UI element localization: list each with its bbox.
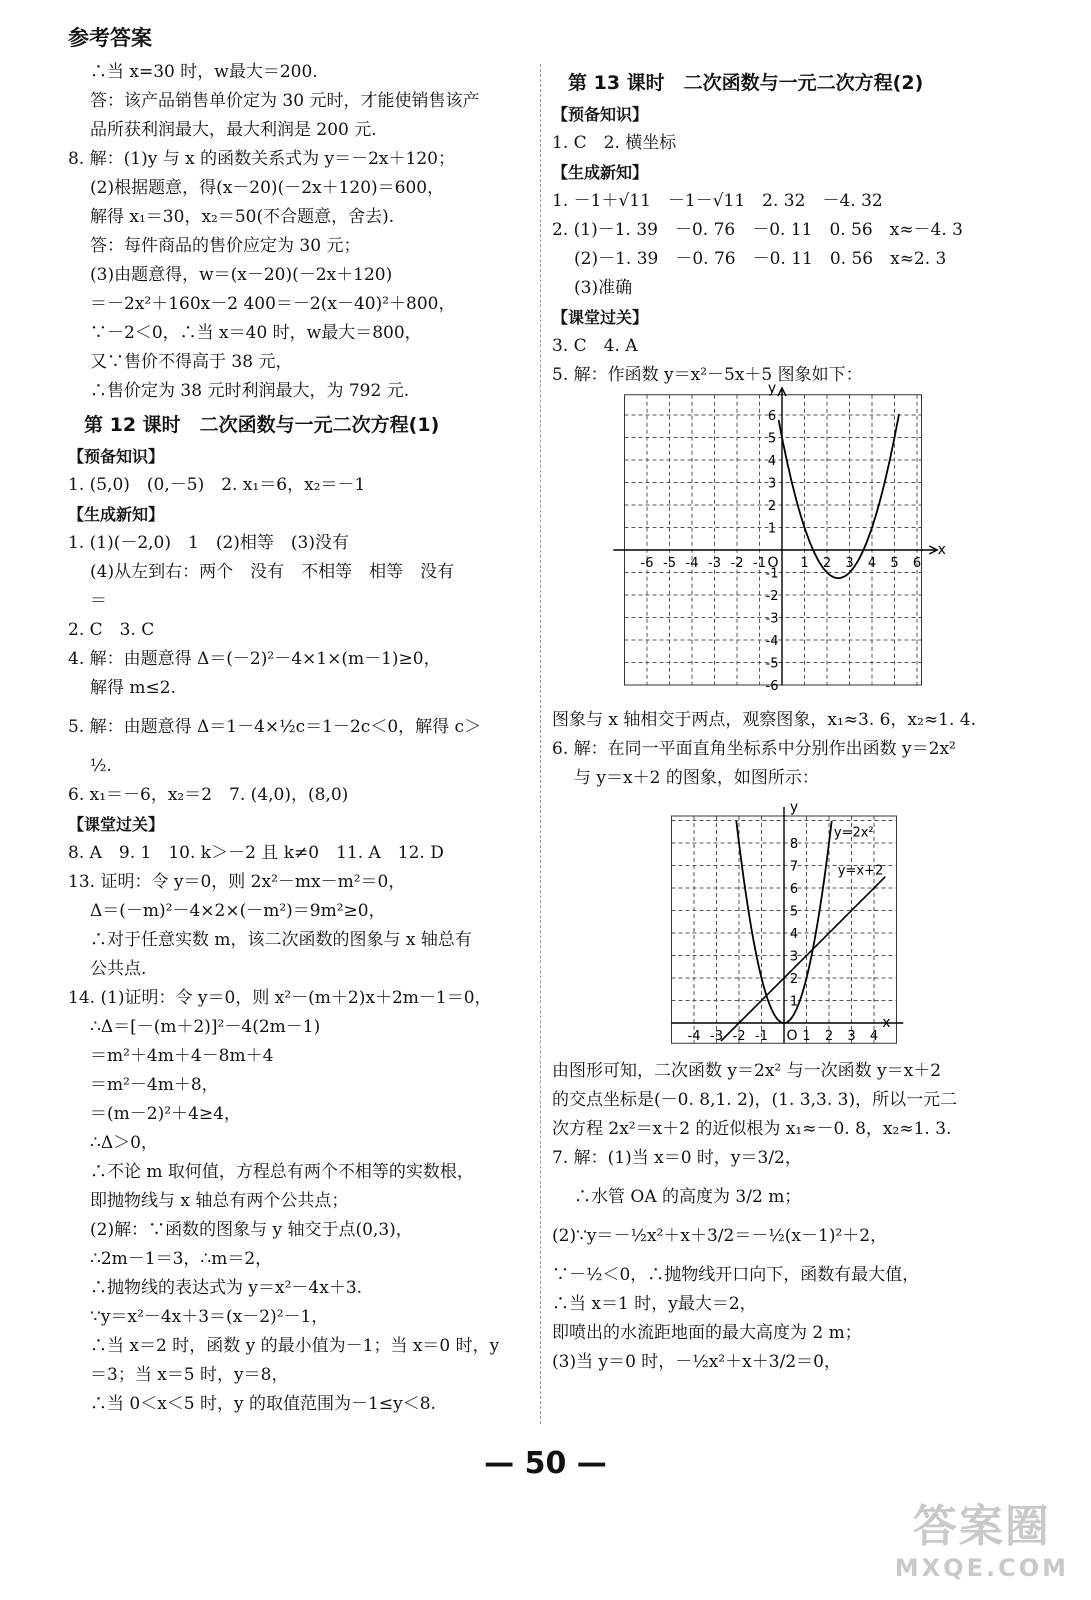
y-tick-label: -5 bbox=[765, 656, 779, 672]
x-tick-label: -4 bbox=[687, 1029, 701, 1044]
y-tick-label: 5 bbox=[789, 904, 799, 920]
text-line: (4)从左到右：两个 没有 不相等 相等 没有 bbox=[90, 562, 455, 582]
x-tick-label: -4 bbox=[685, 556, 699, 571]
question-7: 7. 解：(1)当 x＝0 时，y＝3/2， bbox=[552, 1148, 802, 1168]
line-curve bbox=[721, 877, 885, 1041]
y-tick-label: 6 bbox=[789, 882, 799, 897]
text-line: 的交点坐标是(－0. 8,1. 2)，(1. 3,3. 3)，所以一元二 bbox=[552, 1090, 958, 1110]
text-line: ∴对于任意实数 m，该二次函数的图象与 x 轴总有 bbox=[90, 930, 472, 950]
y-tick-label: -2 bbox=[765, 589, 779, 604]
text-line: ½. bbox=[90, 756, 112, 776]
y-axis-label: y bbox=[767, 380, 777, 397]
y-tick-label: 7 bbox=[789, 859, 799, 875]
y-tick-label: 2 bbox=[767, 499, 777, 514]
text-line: (2)∵y＝－½x²＋x＋3/2＝－½(x－1)²＋2， bbox=[552, 1226, 888, 1246]
text-line: ∵y＝x²－4x＋3＝(x－2)²－1， bbox=[90, 1307, 329, 1327]
x-tick-label: 5 bbox=[890, 556, 899, 571]
text-line: ∴当 x=30 时，w最大＝200. bbox=[90, 62, 318, 82]
text-line: (2)解：∵函数的图象与 y 轴交于点(0,3)， bbox=[90, 1220, 413, 1240]
text-line: ∴Δ＝[－(m＋2)]²－4(2m－1) bbox=[90, 1017, 321, 1037]
x-tick-label: 4 bbox=[867, 556, 877, 571]
y-tick-label: -6 bbox=[765, 679, 779, 694]
graph-1 bbox=[552, 380, 1022, 698]
origin-label: O bbox=[767, 555, 779, 571]
watermark-logo: 答案圈 bbox=[912, 1501, 1051, 1552]
x-tick-label: -3 bbox=[708, 556, 721, 571]
x-tick-label: -5 bbox=[663, 556, 676, 571]
section-title-lesson-13: 第 13 课时 二次函数与一元二次方程(2) bbox=[568, 72, 924, 94]
text-line: ＝m²＋4m＋4－8m＋4 bbox=[90, 1046, 274, 1066]
text-line: (3)当 y＝0 时，－½x²＋x＋3/2＝0， bbox=[552, 1352, 841, 1372]
x-tick-label: -2 bbox=[732, 1029, 746, 1044]
text-line: Δ＝(－m)²－4×2×(－m²)＝9m²≥0， bbox=[90, 901, 386, 921]
text-line: 与 y＝x＋2 的图象，如图所示： bbox=[574, 768, 819, 788]
bracket-heading: 【生成新知】 bbox=[68, 505, 165, 524]
page-header: 参考答案 bbox=[68, 26, 152, 50]
text-line: ∴当 x＝2 时，函数 y 的最小值为－1；当 x＝0 时，y bbox=[90, 1336, 500, 1356]
text-line: ∴2m－1＝3，∴m＝2， bbox=[90, 1249, 273, 1269]
question-6: 6. 解：在同一平面直角坐标系中分别作出函数 y＝2x² bbox=[552, 739, 956, 759]
text-line: 即喷出的水流距地面的最大高度为 2 m； bbox=[552, 1323, 862, 1343]
bracket-heading: 【预备知识】 bbox=[68, 447, 165, 466]
text-line: (3)由题意得，w＝(x－20)(－2x＋120) bbox=[90, 265, 393, 285]
parabola-curve bbox=[779, 414, 899, 578]
text-line: 2. C 3. C bbox=[68, 620, 155, 640]
text-line: 1. C 2. 横坐标 bbox=[552, 133, 677, 153]
x-tick-label: 6 bbox=[912, 556, 922, 571]
text-line: 1. －1＋√11 －1－√11 2. 32 －4. 32 bbox=[552, 191, 883, 211]
x-tick-label: -1 bbox=[755, 1029, 768, 1044]
text-line: 8. A 9. 1 10. k＞－2 且 k≠0 11. A 12. D bbox=[68, 843, 444, 863]
x-tick-label: 2 bbox=[824, 1029, 834, 1044]
text-line: ∴不论 m 取何值，方程总有两个不相等的实数根， bbox=[90, 1162, 474, 1182]
text-line: ∴Δ＞0， bbox=[90, 1133, 158, 1153]
x-tick-label: 3 bbox=[847, 1029, 856, 1044]
text-line: 即抛物线与 x 轴总有两个公共点； bbox=[90, 1191, 349, 1211]
text-line: 3. C 4. A bbox=[552, 336, 638, 356]
y-tick-label: 3 bbox=[789, 949, 799, 965]
graph-2 bbox=[552, 801, 1022, 1049]
text-line: 解得 m≤2. bbox=[90, 678, 176, 698]
text-line: 答：每件商品的售价应定为 30 元； bbox=[90, 236, 361, 256]
x-tick-label: 1 bbox=[800, 556, 809, 571]
bracket-heading: 【预备知识】 bbox=[552, 105, 649, 124]
text-line: ∴售价定为 38 元时利润最大，为 792 元. bbox=[90, 381, 410, 401]
x-tick-label: -1 bbox=[753, 556, 766, 571]
y-tick-label: 5 bbox=[767, 431, 777, 447]
text-line: ＝－2x²＋160x－2 400＝－2(x－40)²＋800， bbox=[90, 294, 456, 314]
text-line: ＝m²－4m＋8， bbox=[90, 1075, 219, 1095]
y-tick-label: 4 bbox=[789, 927, 799, 942]
y-tick-label: 1 bbox=[767, 521, 777, 537]
text-line: ＝(m－2)²＋4≥4， bbox=[90, 1104, 241, 1124]
text-line: (3)准确 bbox=[574, 278, 633, 298]
y-tick-label: 4 bbox=[767, 454, 777, 469]
text-line: ＝ bbox=[90, 591, 107, 611]
text-line: ∴当 0＜x＜5 时，y 的取值范围为－1≤y＜8. bbox=[90, 1394, 436, 1414]
x-tick-label: 3 bbox=[845, 556, 854, 571]
text-line: 公共点. bbox=[90, 959, 147, 979]
bracket-heading: 【课堂过关】 bbox=[552, 308, 649, 327]
question-8: 8. 解：(1)y 与 x 的函数关系式为 y＝－2x＋120； bbox=[68, 149, 455, 169]
graph-1-figure bbox=[552, 380, 1022, 702]
column-divider bbox=[540, 64, 541, 1424]
parabola-label: y=2x² bbox=[833, 825, 874, 841]
x-tick-label: -3 bbox=[710, 1029, 723, 1044]
y-tick-label: -1 bbox=[765, 566, 779, 582]
x-tick-label: -6 bbox=[640, 556, 654, 571]
text-line: (2)根据题意，得(x－20)(－2x＋120)＝600， bbox=[90, 178, 445, 198]
right-column bbox=[552, 64, 1022, 1377]
text-line: 由图形可知，二次函数 y＝2x² 与一次函数 y＝x＋2 bbox=[552, 1061, 942, 1081]
page-number: — 50 — bbox=[484, 1446, 607, 1481]
x-tick-label: -2 bbox=[730, 556, 744, 571]
text-line: ∵－2＜0，∴当 x＝40 时，w最大＝800， bbox=[90, 323, 422, 343]
x-tick-label: 4 bbox=[869, 1029, 879, 1044]
question-4: 4. 解：由题意得 Δ＝(－2)²－4×1×(m－1)≥0， bbox=[68, 649, 441, 669]
text-line: ∴水管 OA 的高度为 3/2 m； bbox=[574, 1187, 802, 1207]
question-14: 14. (1)证明：令 y＝0，则 x²－(m＋2)x＋2m－1＝0， bbox=[68, 988, 492, 1008]
question-13: 13. 证明：令 y＝0，则 2x²－mx－m²＝0， bbox=[68, 872, 406, 892]
text-line: (2)－1. 39 －0. 76 －0. 11 0. 56 x≈2. 3 bbox=[574, 249, 947, 269]
section-title-lesson-12: 第 12 课时 二次函数与一元二次方程(1) bbox=[84, 414, 440, 436]
question-5: 5. 解：由题意得 Δ＝1－4×½c＝1－2c＜0，解得 c＞ bbox=[68, 717, 482, 737]
y-tick-label: -3 bbox=[765, 611, 779, 627]
text-line: 次方程 2x²＝x＋2 的近似根为 x₁≈－0. 8，x₂≈1. 3. bbox=[552, 1119, 952, 1139]
y-tick-label: 8 bbox=[789, 837, 799, 852]
text-line: 1. (5,0) (0,－5) 2. x₁＝6，x₂＝－1 bbox=[68, 475, 366, 495]
text-line: 2. (1)－1. 39 －0. 76 －0. 11 0. 56 x≈－4. 3 bbox=[552, 220, 963, 240]
x-tick-label: 1 bbox=[802, 1029, 811, 1044]
y-tick-label: 1 bbox=[789, 994, 799, 1010]
y-tick-label: 2 bbox=[789, 972, 799, 987]
x-axis-label: x bbox=[882, 1015, 891, 1031]
text-line: ∴抛物线的表达式为 y＝x²－4x＋3. bbox=[90, 1278, 363, 1298]
line-label: y=x+2 bbox=[837, 863, 884, 879]
question-5: 5. 解：作函数 y＝x²－5x＋5 图象如下： bbox=[552, 365, 863, 385]
y-tick-label: -4 bbox=[765, 634, 779, 649]
bracket-heading: 【课堂过关】 bbox=[68, 815, 165, 834]
y-tick-label: 3 bbox=[767, 476, 777, 492]
text-line: 图象与 x 轴相交于两点，观察图象，x₁≈3. 6，x₂≈1. 4. bbox=[552, 710, 976, 730]
text-line: 又∵售价不得高于 38 元， bbox=[90, 352, 293, 372]
text-line: 解得 x₁＝30，x₂＝50(不合题意，舍去). bbox=[90, 207, 395, 227]
watermark-url: MXQE.COM bbox=[894, 1554, 1069, 1582]
y-tick-label: 6 bbox=[767, 409, 777, 424]
left-column bbox=[68, 58, 530, 1419]
origin-label: O bbox=[786, 1028, 798, 1044]
text-line: 答：该产品销售单价定为 30 元时，才能使销售该产 bbox=[90, 91, 480, 111]
y-axis-label: y bbox=[789, 799, 799, 816]
text-line: ∵－½＜0，∴抛物线开口向下，函数有最大值， bbox=[552, 1265, 920, 1285]
x-tick-label: 2 bbox=[822, 556, 832, 571]
x-axis-label: x bbox=[937, 542, 946, 558]
bracket-heading: 【生成新知】 bbox=[552, 163, 649, 182]
watermark bbox=[895, 1490, 1069, 1582]
text-line: 6. x₁＝－6，x₂＝2 7. (4,0)，(8,0) bbox=[68, 785, 349, 805]
text-line: 品所获利润最大，最大利润是 200 元. bbox=[90, 120, 377, 140]
text-line: ∴当 x＝1 时，y最大＝2， bbox=[552, 1294, 757, 1314]
text-line: 1. (1)(－2,0) 1 (2)相等 (3)没有 bbox=[68, 533, 349, 553]
text-line: ＝3；当 x＝5 时，y＝8， bbox=[90, 1365, 289, 1385]
graph-2-figure bbox=[552, 801, 1022, 1053]
